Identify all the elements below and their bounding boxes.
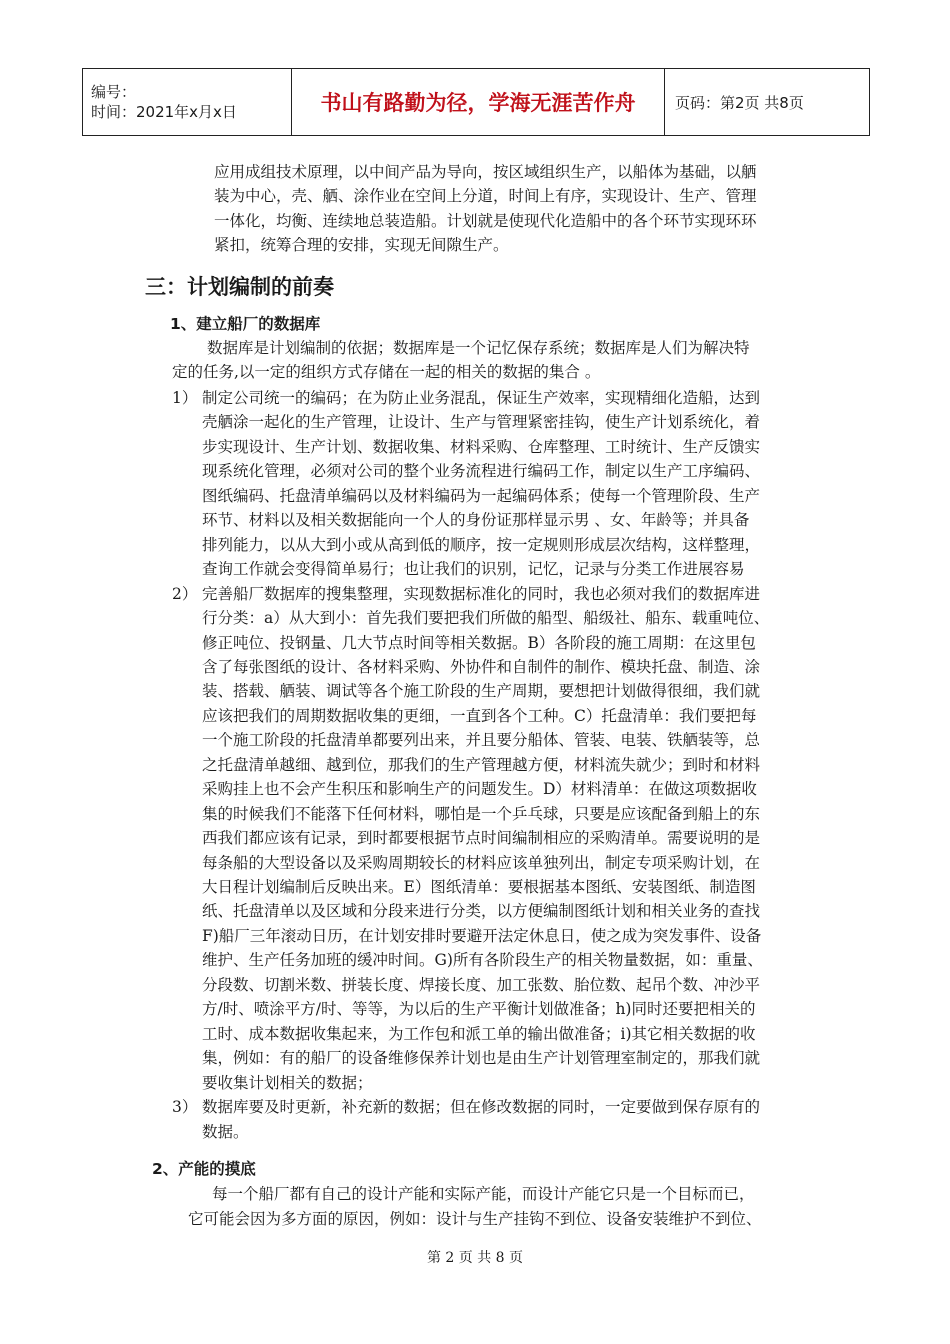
intro-text-line: 一体化，均衡、连续地总装造船。计划就是使现代化造船中的各个环节实现环环 [214,211,757,230]
list-item-line: 维护、生产任务加班的缓冲时间。G)所有各阶段生产的相关物量数据，如：重量、 [202,951,763,970]
list-item-line: 集，例如：有的船厂的设备维修保养计划也是由生产计划管理室制定的，那我们就 [202,1049,761,1068]
list-marker: 3） [172,1098,198,1117]
list-item-line: 环节、材料以及相关数据能向一个人的身份证那样显示男 、女、年龄等；并具备 [202,511,750,530]
intro-text-line: 装为中心，壳、舾、涂作业在空间上分道，时间上有序，实现设计、生产、管理 [214,187,757,206]
list-item-line: 之托盘清单越细、越到位，那我们的生产管理越方便，材料流失就少；到时和材料 [202,755,761,774]
subsection-title: 2、产能的摸底 [152,1160,256,1178]
list-item-line: 要收集计划相关的数据； [202,1073,373,1092]
list-item-line: 大日程计划编制后反映出来。E）图纸清单：要根据基本图纸、安装图纸、制造图 [202,878,756,896]
paragraph-line: 数据库是计划编制的依据；数据库是一个记忆保存系统；数据库是人们为解决特 [207,339,750,357]
subsection-title: 1、建立船厂的数据库 [170,315,321,333]
list-item-line: 分段数、切割米数、拼装长度、焊接长度、加工张数、胎位数、起吊个数、冲沙平 [202,975,761,994]
header-page-label: 页码：第2页 共8页 [665,69,870,136]
list-item-line: 方/时、喷涂平方/时、等等，为以后的生产平衡计划做准备；h)同时还要把相关的 [202,1000,756,1019]
list-item-line: 步实现设计、生产计划、数据收集、材料采购、仓库整理、工时统计、生产反馈实 [202,437,761,456]
list-item-line: 排列能力，以从大到小或从高到低的顺序，按一定规则形成层次结构，这样整理， [202,535,761,554]
header-info-cell [83,69,292,136]
section-title: 三：计划编制的前奏 [145,275,334,299]
list-item-line: 应该把我们的周期数据收集的更细，一直到各个工种。C）托盘清单：我们要把每 [202,706,757,725]
list-item-line: 工时、成本数据收集起来，为工作包和派工单的输出做准备；i)其它相关数据的收 [202,1024,756,1043]
list-item-line: 一个施工阶段的托盘清单都要列出来，并且要分船体、管装、电装、铁舾装等，总 [202,731,761,750]
list-marker: 1） [172,389,198,407]
list-item-line: F)船厂三年滚动日历，在计划安排时要避开法定休息日，使之成为突发事件、设备 [202,926,762,945]
paragraph-line: 定的任务,以一定的组织方式存储在一起的相关的数据的集合 。 [172,363,601,381]
list-item-line: 含了每张图纸的设计、各材料采购、外协件和自制件的制作、模块托盘、制造、涂 [202,657,761,676]
list-item-line: 每条船的大型设备以及采购周期较长的材料应该单独列出，制定专项采购计划，在 [202,853,761,872]
list-item-line: 数据。 [202,1122,249,1141]
paragraph-line: 每一个船厂都有自己的设计产能和实际产能，而设计产能它只是一个目标而已， [212,1185,755,1203]
list-item-line: 数据库要及时更新，补充新的数据；但在修改数据的同时，一定要做到保存原有的 [202,1098,761,1117]
list-item-line: 完善船厂数据库的搜集整理，实现数据标准化的同时，我也必须对我们的数据库进 [202,584,761,603]
page-footer: 第 2 页 共 8 页 [426,1250,524,1266]
list-item-line: 装、搭载、舾装、调试等各个施工阶段的生产周期，要想把计划做得很细，我们就 [202,682,761,701]
list-item-line: 制定公司统一的编码；在为防止业务混乱，保证生产效率，实现精细化造船，达到 [202,389,761,407]
list-item-line: 修正吨位、投钢量、几大节点时间等相关数据。B）各阶段的施工周期：在这里包 [202,633,756,652]
paragraph-line: 它可能会因为多方面的原因，例如：设计与生产挂钩不到位、设备安装维护不到位、 [188,1210,762,1228]
header-motto: 书山有路勤为径，学海无涯苦作舟 [292,69,665,136]
list-item-line: 采购挂上也不会产生积压和影响生产的问题发生。D）材料清单：在做这项数据收 [202,780,757,799]
list-item-line: 西我们都应该有记录，到时都要根据节点时间编制相应的采购清单。需要说明的是 [202,829,761,848]
intro-text-line: 应用成组技术原理，以中间产品为导向，按区域组织生产，以船体为基础，以舾 [214,163,757,181]
list-item-line: 查询工作就会变得简单易行；也让我们的识别，记忆，记录与分类工作进展容易 [202,560,745,579]
list-item-line: 图纸编码、托盘清单编码以及材料编码为一起编码体系；使每一个管理阶段、生产 [202,486,761,505]
list-item-line: 集的时候我们不能落下任何材料，哪怕是一个乒乓球，只要是应该配备到船上的东 [202,804,761,823]
header-table [82,68,870,136]
intro-text-line: 紧扣，统筹合理的安排，实现无间隙生产。 [214,235,509,254]
number-label: 编号： [91,83,137,101]
list-item-line: 壳舾涂一起化的生产管理，让设计、生产与管理紧密挂钩，使生产计划系统化，着 [202,413,761,432]
list-item-line: 行分类：a）从大到小：首先我们要把我们所做的船型、船级社、船东、载重吨位、 [202,609,770,628]
list-item-line: 纸、托盘清单以及区域和分段来进行分类，以方便编制图纸计划和相关业务的查找 [202,902,761,921]
list-marker: 2） [172,584,198,603]
list-item-line: 现系统化管理，必须对公司的整个业务流程进行编码工作，制定以生产工序编码、 [202,462,761,481]
date-label: 时间：2021年x月x日 [91,103,237,121]
